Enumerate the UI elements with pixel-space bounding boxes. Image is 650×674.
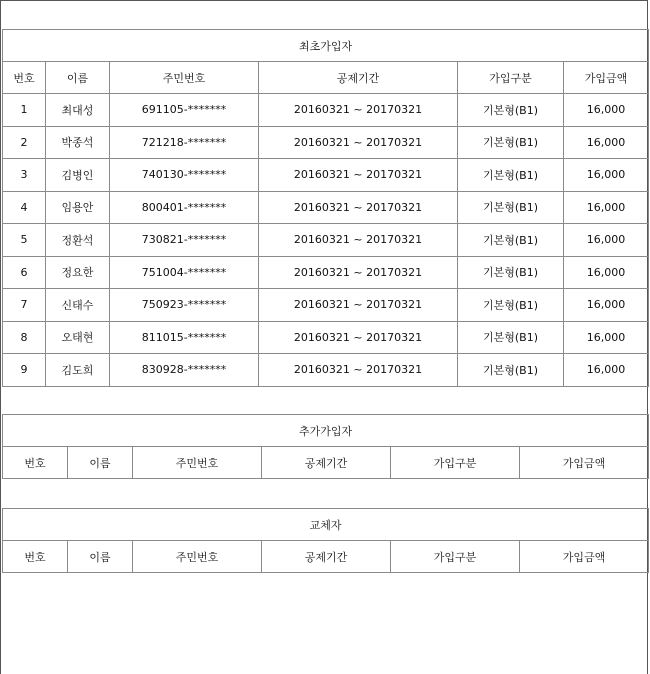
cell-period: 20160321 ~ 20170321: [259, 354, 458, 387]
replacement-subscribers-table: [2, 508, 649, 573]
section-title: 교체자: [3, 509, 649, 541]
cell-amount: 16,000: [564, 321, 649, 354]
cell-type: 기본형(B1): [458, 126, 564, 159]
table-row: [3, 321, 649, 354]
cell-period: 20160321 ~ 20170321: [259, 191, 458, 224]
cell-ssn: 721218-*******: [110, 126, 259, 159]
table-row: [3, 94, 649, 127]
cell-period: 20160321 ~ 20170321: [259, 159, 458, 192]
cell-period: 20160321 ~ 20170321: [259, 256, 458, 289]
cell-amount: 16,000: [564, 256, 649, 289]
table-row: [3, 191, 649, 224]
cell-name: 김병인: [46, 159, 110, 192]
cell-period: 20160321 ~ 20170321: [259, 289, 458, 322]
col-header-amount: 가입금액: [564, 62, 649, 94]
col-header-type: 가입구분: [458, 62, 564, 94]
table-row: [3, 354, 649, 387]
cell-number: 1: [3, 94, 46, 127]
cell-number: 9: [3, 354, 46, 387]
cell-ssn: 830928-*******: [110, 354, 259, 387]
cell-name: 오태현: [46, 321, 110, 354]
cell-name: 임용안: [46, 191, 110, 224]
cell-name: 김도희: [46, 354, 110, 387]
table-row: [3, 256, 649, 289]
cell-period: 20160321 ~ 20170321: [259, 224, 458, 257]
cell-amount: 16,000: [564, 126, 649, 159]
col-header-name: 이름: [68, 541, 133, 573]
cell-type: 기본형(B1): [458, 159, 564, 192]
col-header-name: 이름: [46, 62, 110, 94]
cell-amount: 16,000: [564, 159, 649, 192]
cell-amount: 16,000: [564, 354, 649, 387]
cell-period: 20160321 ~ 20170321: [259, 94, 458, 127]
cell-name: 최대성: [46, 94, 110, 127]
col-header-amount: 가입금액: [520, 447, 649, 479]
col-header-ssn: 주민번호: [110, 62, 259, 94]
cell-name: 정환석: [46, 224, 110, 257]
cell-type: 기본형(B1): [458, 191, 564, 224]
cell-type: 기본형(B1): [458, 321, 564, 354]
col-header-ssn: 주민번호: [133, 447, 262, 479]
cell-period: 20160321 ~ 20170321: [259, 126, 458, 159]
cell-number: 3: [3, 159, 46, 192]
col-header-type: 가입구분: [391, 447, 520, 479]
col-header-name: 이름: [68, 447, 133, 479]
cell-type: 기본형(B1): [458, 224, 564, 257]
cell-amount: 16,000: [564, 224, 649, 257]
cell-number: 2: [3, 126, 46, 159]
cell-number: 4: [3, 191, 46, 224]
cell-name: 박종석: [46, 126, 110, 159]
section-title: 최초가입자: [3, 30, 649, 62]
cell-type: 기본형(B1): [458, 94, 564, 127]
table-row: [3, 289, 649, 322]
cell-number: 5: [3, 224, 46, 257]
cell-ssn: 751004-*******: [110, 256, 259, 289]
table-row: [3, 224, 649, 257]
additional-subscribers-table: [2, 414, 649, 479]
col-header-ssn: 주민번호: [133, 541, 262, 573]
cell-amount: 16,000: [564, 289, 649, 322]
cell-ssn: 691105-*******: [110, 94, 259, 127]
table-row: [3, 126, 649, 159]
col-header-period: 공제기간: [262, 447, 391, 479]
col-header-period: 공제기간: [262, 541, 391, 573]
cell-amount: 16,000: [564, 94, 649, 127]
cell-type: 기본형(B1): [458, 289, 564, 322]
cell-number: 6: [3, 256, 46, 289]
cell-period: 20160321 ~ 20170321: [259, 321, 458, 354]
col-header-number: 번호: [3, 447, 68, 479]
cell-type: 기본형(B1): [458, 354, 564, 387]
col-header-type: 가입구분: [391, 541, 520, 573]
section-title: 추가가입자: [3, 415, 649, 447]
col-header-amount: 가입금액: [520, 541, 649, 573]
initial-subscribers-table: [2, 29, 649, 387]
cell-ssn: 811015-*******: [110, 321, 259, 354]
cell-ssn: 750923-*******: [110, 289, 259, 322]
col-header-period: 공제기간: [259, 62, 458, 94]
table-row: [3, 159, 649, 192]
cell-number: 8: [3, 321, 46, 354]
cell-ssn: 800401-*******: [110, 191, 259, 224]
col-header-number: 번호: [3, 62, 46, 94]
cell-ssn: 730821-*******: [110, 224, 259, 257]
cell-name: 신태수: [46, 289, 110, 322]
cell-type: 기본형(B1): [458, 256, 564, 289]
cell-amount: 16,000: [564, 191, 649, 224]
cell-number: 7: [3, 289, 46, 322]
cell-ssn: 740130-*******: [110, 159, 259, 192]
cell-name: 정요한: [46, 256, 110, 289]
col-header-number: 번호: [3, 541, 68, 573]
